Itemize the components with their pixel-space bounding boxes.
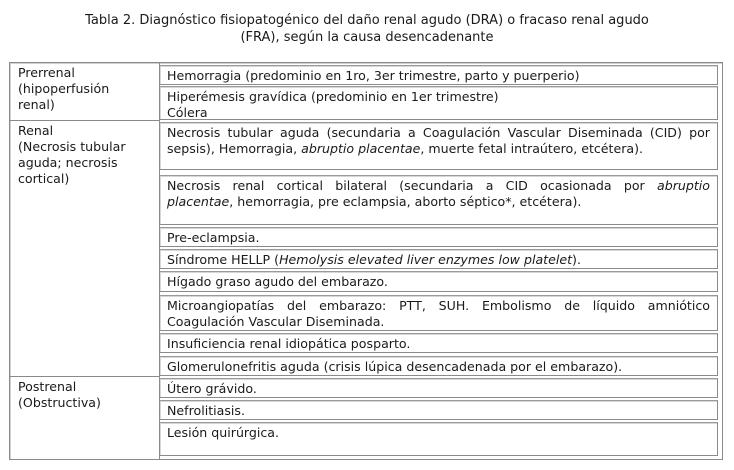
ncb-part-a: Necrosis renal cortical bilateral (secundaria a CID ocasionada por	[167, 178, 657, 193]
item-nefrolitiasis-text: Nefrolitiasis.	[167, 403, 245, 418]
category-renal-line-2: (Necrosis tubular	[18, 139, 126, 154]
item-insuficiencia-text: Insuficiencia renal idiopática posparto.	[167, 336, 411, 351]
item-utero-gravido-text: Útero grávido.	[167, 381, 257, 396]
item-microangiopatias-line-1: Microangiopatías del embarazo: PTT, SUH. Embolismo de líquido amniótico	[167, 298, 710, 313]
caption-line-2: (FRA), según la causa desencadenante	[240, 30, 494, 45]
ncb-part-b: abruptio	[656, 178, 710, 193]
hellp-part-c: ).	[572, 252, 581, 267]
item-higado-graso	[159, 271, 718, 292]
nta-part-a: sepsis), Hemorragia,	[167, 141, 302, 156]
item-preeclampsia-text: Pre-eclampsia.	[167, 230, 260, 245]
item-colera-text: Cólera	[167, 105, 208, 120]
category-renal-line-4: cortical)	[18, 171, 70, 186]
nta-part-c: , muerte fetal intraútero, etcétera).	[420, 141, 644, 156]
hellp-part-b: Hemolysis elevated liver enzymes low platelet	[279, 252, 573, 267]
item-lesion-quirurgica	[159, 422, 718, 456]
ncb-part-d: , hemorragia, pre eclampsia, aborto séptico*, etcétera).	[229, 194, 582, 209]
ncb-part-c: placentae	[167, 194, 230, 209]
category-prerrenal-line-2: (hipoperfusión	[18, 81, 110, 96]
item-glomerulonefritis-text: Glomerulonefritis aguda (crisis lúpica desencadenada por el embarazo).	[167, 359, 623, 374]
category-postrenal	[10, 377, 160, 459]
item-hemorragia	[159, 65, 718, 85]
item-microangiopatias-line-2: Coagulación Vascular Diseminada.	[167, 314, 385, 329]
item-necrosis-cortical-line-2	[167, 194, 710, 210]
diagnosis-table	[9, 62, 723, 460]
category-prerrenal-line-1: Prerrenal	[18, 65, 75, 80]
item-necrosis-tubular-line-2	[167, 141, 710, 157]
nta-part-b: abruptio placentae	[301, 141, 421, 156]
category-prerrenal	[10, 63, 160, 121]
category-renal-line-3: aguda; necrosis	[18, 155, 118, 170]
table-caption	[0, 12, 734, 46]
item-insuficiencia	[159, 333, 718, 353]
item-hemorragia-text: Hemorragia (predominio en 1ro, 3er trimestre, parto y puerperio)	[167, 68, 580, 83]
caption-line-1: Tabla 2. Diagnóstico fisiopatogénico del daño renal agudo (DRA) o fracaso renal agudo	[85, 13, 649, 28]
category-renal-line-1: Renal	[18, 123, 54, 138]
category-postrenal-line-2: (Obstructiva)	[18, 395, 101, 410]
item-necrosis-tubular	[159, 122, 718, 170]
item-utero-gravido	[159, 378, 718, 398]
item-microangiopatias	[159, 295, 718, 331]
category-prerrenal-line-3: renal)	[18, 97, 55, 112]
item-higado-graso-text: Hígado graso agudo del embarazo.	[167, 274, 388, 289]
item-nefrolitiasis	[159, 400, 718, 420]
item-glomerulonefritis	[159, 356, 718, 376]
item-lesion-quirurgica-text: Lesión quirúrgica.	[167, 425, 280, 440]
item-preeclampsia	[159, 227, 718, 247]
item-necrosis-tubular-line-1: Necrosis tubular aguda (secundaria a Coagulación Vascular Diseminada (CID) por	[167, 125, 710, 140]
category-renal	[10, 121, 160, 377]
item-hiperemesis	[159, 86, 718, 120]
item-necrosis-cortical	[159, 175, 718, 225]
item-hellp	[159, 249, 718, 269]
item-hiperemesis-text: Hiperémesis gravídica (predominio en 1er trimestre)	[167, 89, 499, 104]
item-necrosis-cortical-line-1	[167, 178, 710, 194]
category-postrenal-line-1: Postrenal	[18, 379, 77, 394]
hellp-part-a: Síndrome HELLP (	[167, 252, 280, 267]
